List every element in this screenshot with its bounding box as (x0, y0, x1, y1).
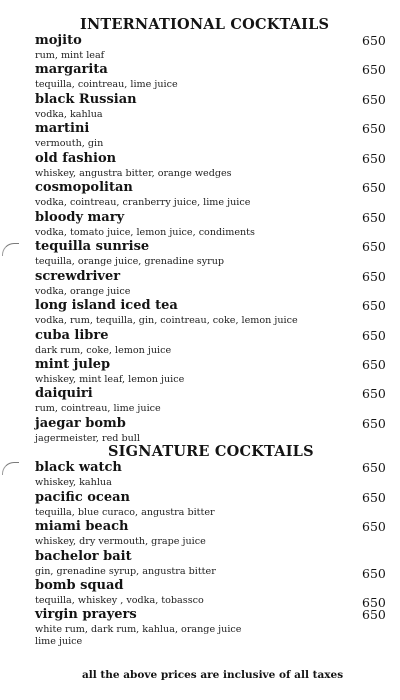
item-name: black watch (35, 460, 122, 475)
menu-item (35, 33, 385, 62)
item-name: long island iced tea (35, 298, 178, 313)
menu-item (35, 519, 385, 548)
item-description: tequilla, whiskey , vodka, tobassco (35, 595, 204, 606)
item-price: 650 (362, 595, 386, 610)
item-description: whiskey, angustra bitter, orange wedges (35, 168, 232, 179)
tax-note: all the above prices are inclusive of all taxes (82, 669, 344, 681)
menu-item (35, 416, 385, 445)
item-price: 650 (362, 92, 386, 107)
item-name: tequilla sunrise (35, 239, 150, 254)
item-name: bachelor bait (35, 549, 132, 564)
menu-item (35, 121, 385, 150)
item-price: 650 (362, 269, 386, 284)
menu-item (35, 357, 385, 386)
menu-item (35, 210, 385, 239)
item-description: vermouth, gin (35, 138, 104, 149)
menu-item (35, 607, 385, 648)
item-name: mint julep (35, 357, 111, 372)
item-price: 650 (362, 121, 386, 136)
section-title-signature: SIGNATURE COCKTAILS (108, 443, 314, 460)
item-description: vodka, rum, tequilla, gin, cointreau, coke, lemon juice (35, 315, 298, 326)
menu-item (35, 549, 386, 581)
item-price: 650 (362, 607, 386, 622)
item-name: margarita (35, 62, 108, 77)
menu-item (35, 578, 386, 610)
item-name: jaegar bomb (35, 416, 126, 431)
item-name: bloody mary (35, 210, 125, 225)
item-description: vodka, cointreau, cranberry juice, lime juice (35, 197, 251, 208)
item-description: whiskey, kahlua (35, 477, 112, 488)
item-name: cosmopolitan (35, 180, 133, 195)
item-name: virgin prayers (35, 607, 137, 622)
item-price: 650 (362, 566, 386, 581)
item-name: screwdriver (35, 269, 121, 284)
item-description-cont: lime juice (35, 636, 83, 647)
item-name: miami beach (35, 519, 129, 534)
item-price: 650 (362, 210, 386, 225)
item-price: 650 (362, 180, 386, 195)
item-name: martini (35, 121, 90, 136)
item-description: rum, cointreau, lime juice (35, 403, 161, 414)
menu-item (35, 151, 385, 180)
item-price: 650 (362, 328, 386, 343)
item-name: daiquiri (35, 386, 93, 401)
item-description: dark rum, coke, lemon juice (35, 345, 172, 356)
item-price: 650 (362, 298, 386, 313)
item-description: tequilla, orange juice, grenadine syrup (35, 256, 225, 267)
menu-item (35, 386, 385, 415)
item-description: vodka, orange juice (35, 286, 131, 297)
item-price: 650 (362, 386, 386, 401)
item-name: old fashion (35, 151, 117, 166)
menu-item (35, 92, 385, 121)
menu-item (35, 180, 385, 209)
item-description: whiskey, mint leaf, lemon juice (35, 374, 185, 385)
item-description: tequilla, cointreau, lime juice (35, 79, 178, 90)
item-description: rum, mint leaf (35, 50, 105, 61)
item-description: tequilla, blue curaco, angustra bitter (35, 507, 215, 518)
item-name: bomb squad (35, 578, 124, 593)
item-description: jagermeister, red bull (35, 433, 140, 444)
item-name: black Russian (35, 92, 137, 107)
menu-item (35, 328, 385, 357)
menu-item (35, 298, 385, 327)
item-description: vodka, kahlua (35, 109, 103, 120)
menu-item (35, 239, 385, 268)
item-price: 650 (362, 33, 386, 48)
menu-item (35, 460, 385, 489)
item-price: 650 (362, 357, 386, 372)
item-description: gin, grenadine syrup, angustra bitter (35, 566, 216, 577)
item-description: vodka, tomato juice, lemon juice, condiments (35, 227, 255, 238)
item-price: 650 (362, 239, 386, 254)
binder-ring-icon (2, 243, 19, 256)
menu-item (35, 62, 385, 91)
binder-ring-icon (2, 462, 19, 475)
item-price: 650 (362, 151, 386, 166)
item-description: white rum, dark rum, kahlua, orange juice (35, 624, 242, 635)
item-price: 650 (362, 416, 386, 431)
item-price: 650 (362, 490, 386, 505)
item-name: pacific ocean (35, 490, 130, 505)
item-price: 650 (362, 519, 386, 534)
item-name: mojito (35, 33, 82, 48)
item-name: cuba libre (35, 328, 109, 343)
item-price: 650 (362, 460, 386, 475)
item-price: 650 (362, 62, 386, 77)
item-description: whiskey, dry vermouth, grape juice (35, 536, 206, 547)
menu-item (35, 490, 385, 519)
menu-item (35, 269, 385, 298)
section-title-international: INTERNATIONAL COCKTAILS (80, 16, 330, 33)
